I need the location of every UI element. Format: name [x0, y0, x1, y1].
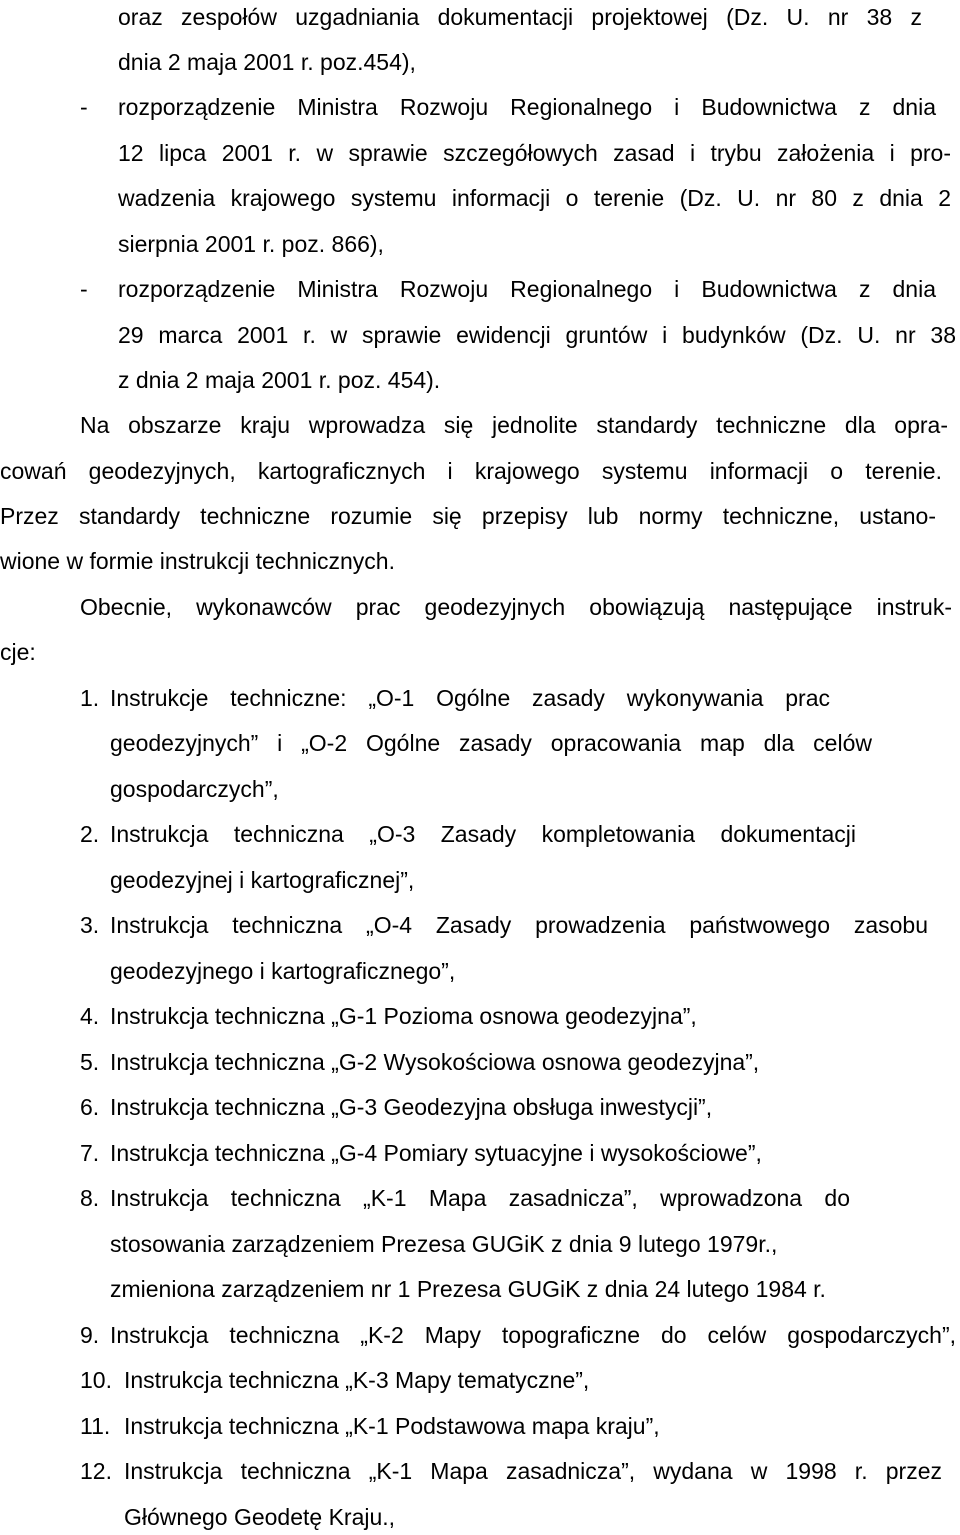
list-number: 7.	[80, 1140, 100, 1166]
list-item-line: Instrukcje techniczne: „O-1 Ogólne zasady wykonywania prac	[110, 685, 830, 711]
paragraph-line: cowań geodezyjnych, kartograficznych i krajowego systemu informacji o terenie.	[0, 458, 942, 484]
paragraph-line: Przez standardy techniczne rozumie się przepisy lub normy techniczne, ustano-	[0, 503, 936, 529]
list-number: 1.	[80, 685, 100, 711]
text-line: wadzenia krajowego systemu informacji o terenie (Dz. U. nr 80 z dnia 2	[118, 185, 951, 211]
bullet-dash: -	[80, 276, 88, 302]
list-number: 9.	[80, 1322, 100, 1348]
text-line: rozporządzenie Ministra Rozwoju Regionalnego i Budownictwa z dnia	[118, 276, 936, 302]
text-line: rozporządzenie Ministra Rozwoju Regionalnego i Budownictwa z dnia	[118, 94, 936, 120]
list-number: 5.	[80, 1049, 100, 1075]
list-item-line: zmieniona zarządzeniem nr 1 Prezesa GUGiK z dnia 24 lutego 1984 r.	[110, 1276, 826, 1302]
paragraph-line: Na obszarze kraju wprowadza się jednolite standardy techniczne dla opra-	[80, 412, 948, 438]
paragraph-line: Obecnie, wykonawców prac geodezyjnych obowiązują następujące instruk-	[80, 594, 952, 620]
list-item-line: Instrukcja techniczna „O-3 Zasady kompletowania dokumentacji	[110, 821, 856, 847]
list-item-line: Instrukcja techniczna „G-4 Pomiary sytuacyjne i wysokościowe”,	[110, 1140, 762, 1166]
list-item-line: Głównego Geodetę Kraju.,	[124, 1504, 396, 1530]
text-line: dnia 2 maja 2001 r. poz.454),	[118, 49, 416, 75]
text-line: sierpnia 2001 r. poz. 866),	[118, 231, 384, 257]
list-item-line: Instrukcja techniczna „G-2 Wysokościowa osnowa geodezyjna”,	[110, 1049, 760, 1075]
list-item-line: gospodarczych”,	[110, 776, 279, 802]
list-item-line: Instrukcja techniczna „G-1 Pozioma osnowa geodezyjna”,	[110, 1003, 697, 1029]
list-item-line: stosowania zarządzeniem Prezesa GUGiK z dnia 9 lutego 1979r.,	[110, 1231, 778, 1257]
list-item-line: Instrukcja techniczna „K-2 Mapy topograficzne do celów gospodarczych”,	[110, 1322, 956, 1348]
list-item-line: Instrukcja techniczna „K-1 Mapa zasadnicza”, wprowadzona do	[110, 1185, 850, 1211]
list-item-line: Instrukcja techniczna „K-3 Mapy tematyczne”,	[124, 1367, 590, 1393]
paragraph-line: cje:	[0, 639, 36, 665]
list-number: 12.	[80, 1458, 112, 1484]
list-number: 3.	[80, 912, 100, 938]
list-number: 2.	[80, 821, 100, 847]
list-item-line: geodezyjnego i kartograficznego”,	[110, 958, 456, 984]
text-line: z dnia 2 maja 2001 r. poz. 454).	[118, 367, 441, 393]
list-item-line: geodezyjnych” i „O-2 Ogólne zasady opracowania map dla celów	[110, 730, 872, 756]
list-number: 10.	[80, 1367, 112, 1393]
list-item-line: Instrukcja techniczna „K-1 Podstawowa mapa kraju”,	[124, 1413, 660, 1439]
list-item-line: Instrukcja techniczna „K-1 Mapa zasadnicza”, wydana w 1998 r. przez	[124, 1458, 942, 1484]
list-item-line: Instrukcja techniczna „G-3 Geodezyjna obsługa inwestycji”,	[110, 1094, 713, 1120]
text-line: oraz zespołów uzgadniania dokumentacji projektowej (Dz. U. nr 38 z	[118, 4, 922, 30]
list-number: 11.	[80, 1413, 111, 1439]
list-number: 6.	[80, 1094, 100, 1120]
text-line: 12 lipca 2001 r. w sprawie szczegółowych zasad i trybu założenia i pro-	[118, 140, 951, 166]
bullet-dash: -	[80, 94, 88, 120]
list-item-line: geodezyjnej i kartograficznej”,	[110, 867, 415, 893]
list-number: 4.	[80, 1003, 100, 1029]
list-item-line: Instrukcja techniczna „O-4 Zasady prowadzenia państwowego zasobu	[110, 912, 928, 938]
text-line: 29 marca 2001 r. w sprawie ewidencji gruntów i budynków (Dz. U. nr 38	[118, 322, 956, 348]
list-number: 8.	[80, 1185, 100, 1211]
paragraph-line: wione w formie instrukcji technicznych.	[0, 548, 395, 574]
